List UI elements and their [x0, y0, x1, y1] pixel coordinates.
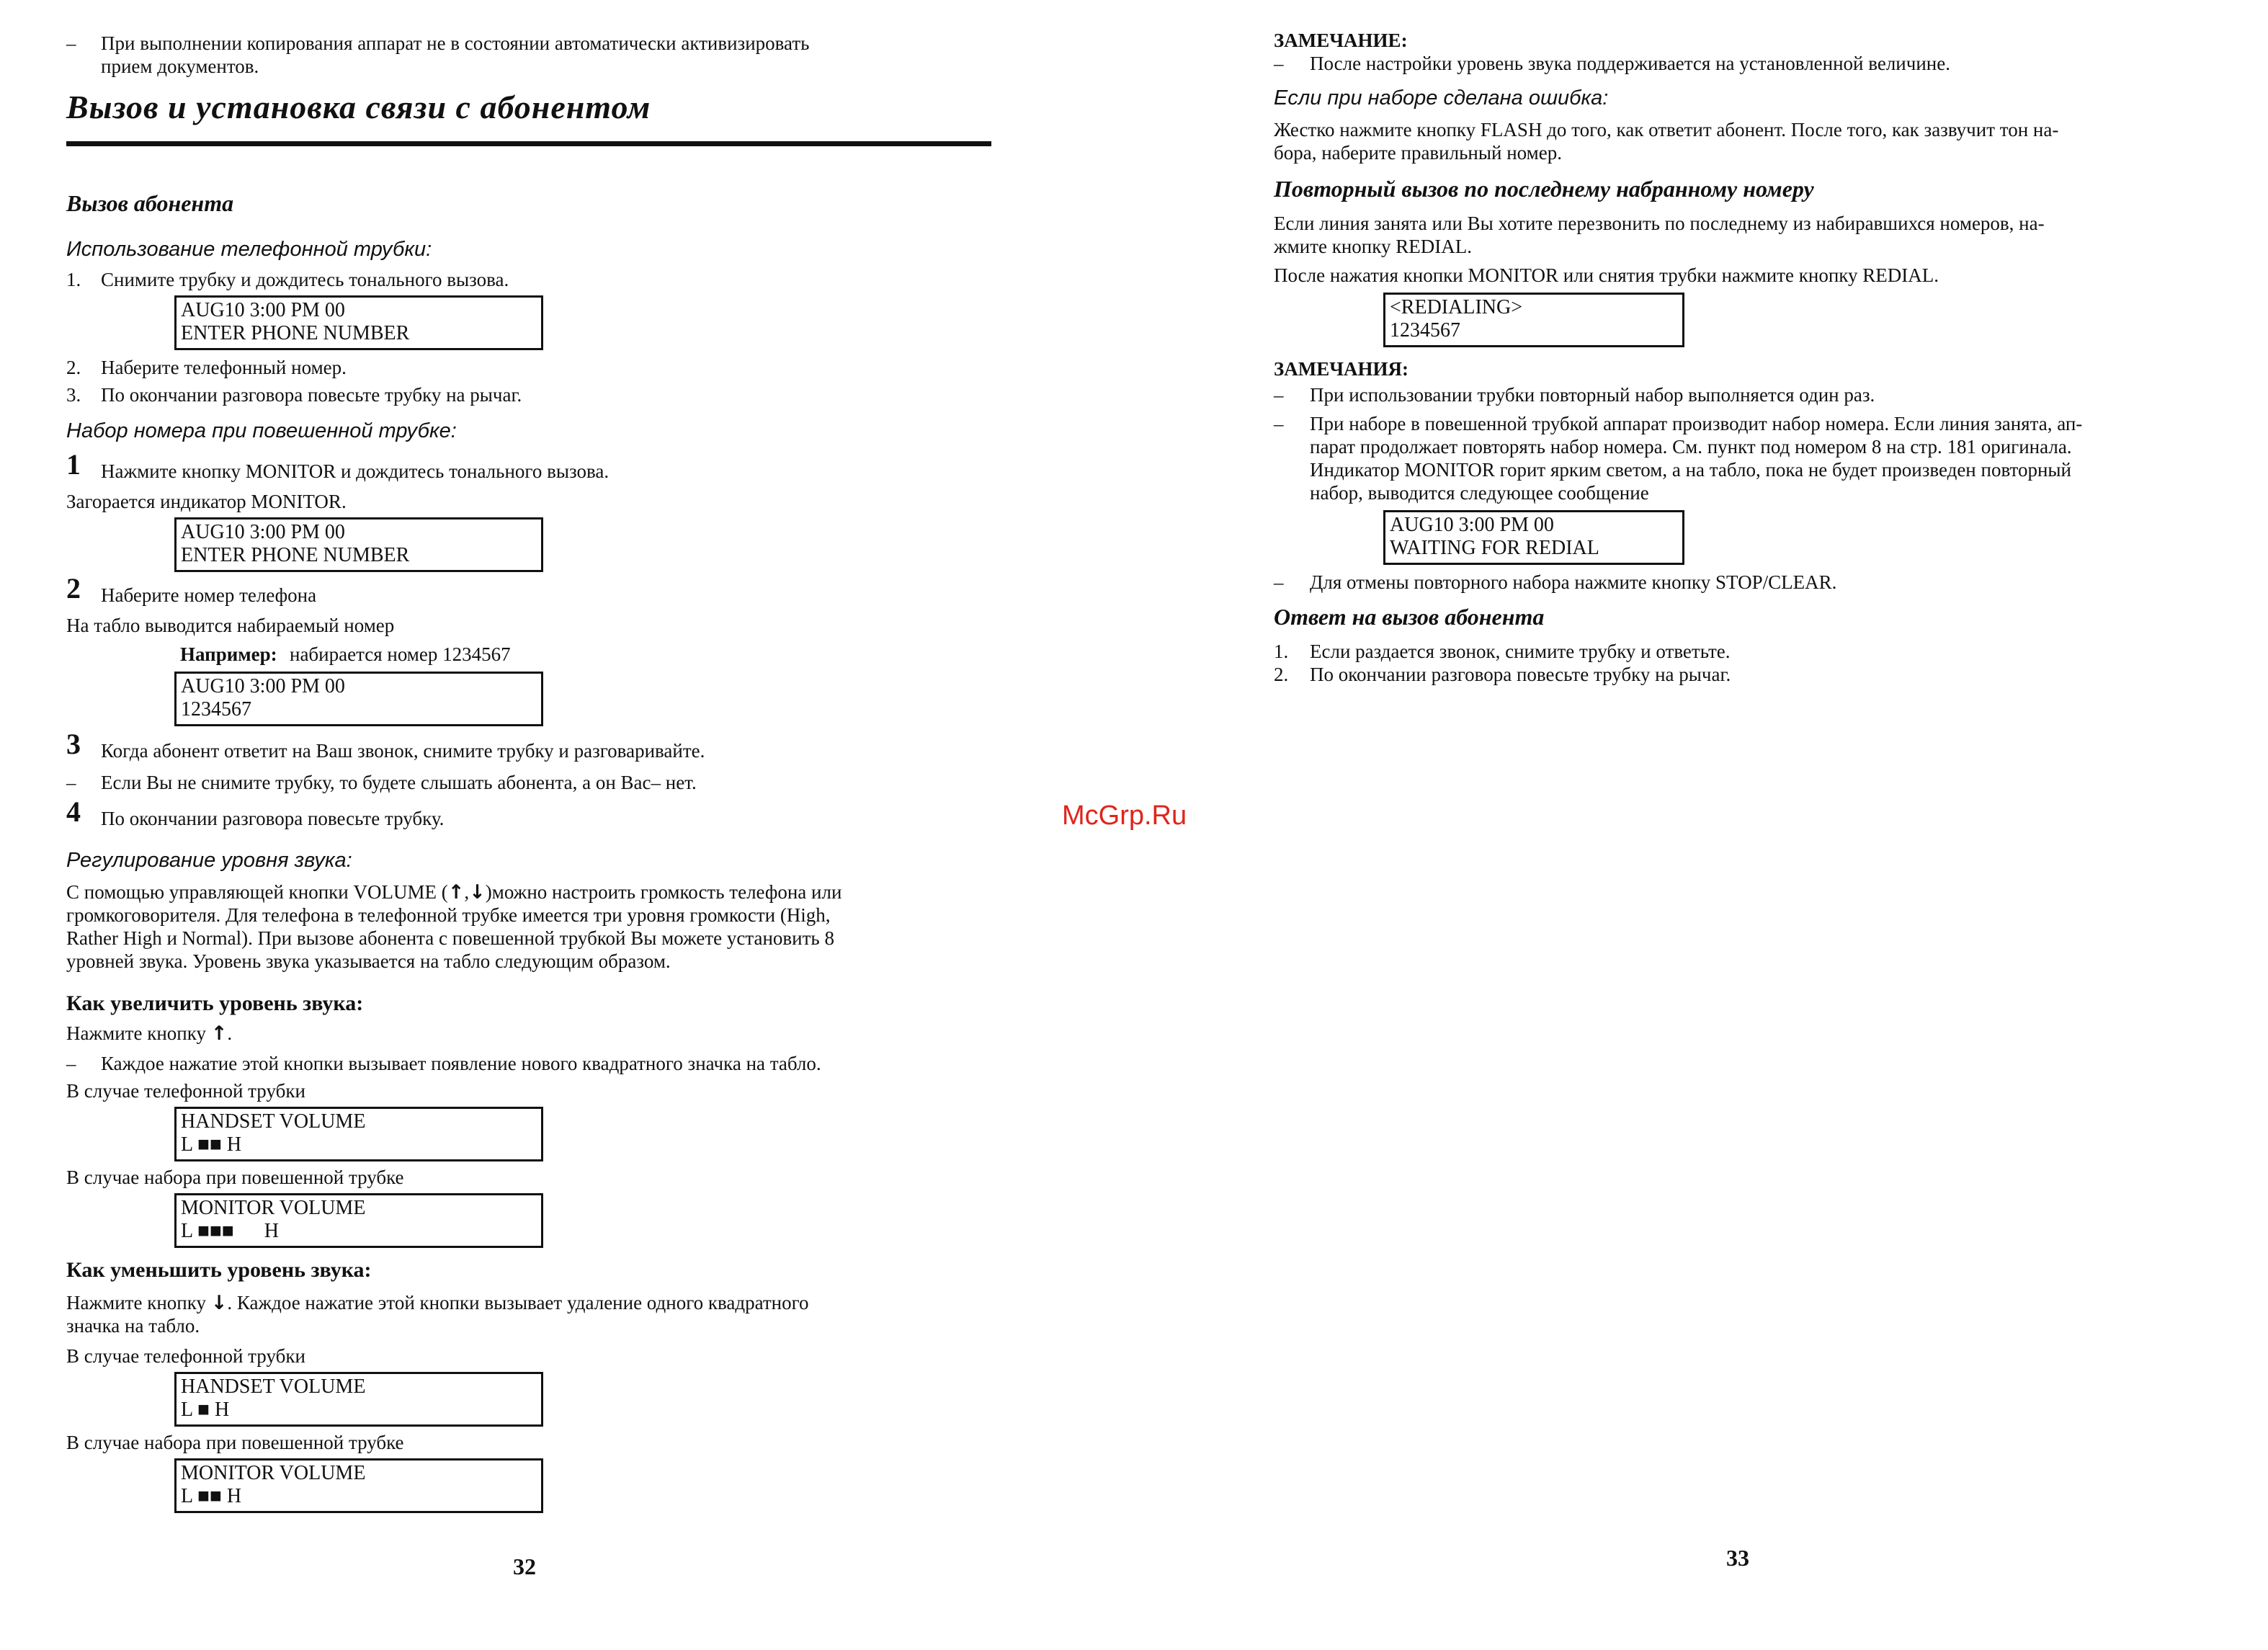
page-title: Вызов и установка связи с абонентом [66, 89, 651, 125]
decrease-par-line2: значка на табло. [66, 1315, 200, 1337]
lcd-display-3 [174, 672, 543, 726]
answer-step-1-num: 1. [1274, 641, 1289, 662]
lcd-waiting [1383, 510, 1684, 565]
h-step-2-text: Наберите телефонный номер. [101, 357, 347, 378]
lcd-line: HANDSET VOLUME [181, 1110, 366, 1133]
increase-dash-text: Каждое нажатие этой кнопки вызывает появление нового квадратного значка на табло. [101, 1053, 821, 1074]
redial-par-line1: Если линия занята или Вы хотите перезвонить по последнему из набиравшихся номеров, на- [1274, 213, 2045, 234]
lcd-line: L ■■ H [181, 1133, 242, 1156]
redial-heading: Повторный вызов по последнему набранному номеру [1274, 176, 1814, 202]
step-2-number: 2 [66, 572, 81, 605]
step-3-text: Когда абонент ответит на Ваш звонок, снимите трубку и разговаривайте. [101, 740, 705, 762]
sub-handset-heading: Использование телефонной трубки: [66, 238, 432, 261]
increase-dash: – [66, 1053, 76, 1074]
volume-par-line3: Rather High и Normal). При вызове абонента с повешенной трубкой Вы можете установить 8 [66, 927, 834, 949]
page-number-left: 32 [513, 1553, 536, 1579]
section-call-heading: Вызов абонента [66, 190, 234, 216]
notes-heading: ЗАМЕЧАНИЯ: [1274, 358, 1409, 380]
answer-step-2-text: По окончании разговора повесьте трубку на рычаг. [1310, 664, 1731, 685]
step-3-dash-text: Если Вы не снимите трубку, то будете слышать абонента, а он Вас– нет. [101, 772, 697, 793]
redial-par-line3: После нажатия кнопки MONITOR или снятия трубки нажмите кнопку REDIAL. [1274, 264, 1939, 286]
lcd-line: ENTER PHONE NUMBER [181, 322, 410, 344]
arrow-down-icon: ↓ [210, 1292, 228, 1314]
title-rule [66, 141, 991, 146]
notes-2-line3: Индикатор MONITOR горит ярким светом, а на табло, пока не будет произведен повторный [1310, 459, 2072, 481]
lcd-line: MONITOR VOLUME [181, 1462, 366, 1484]
arrow-up-icon: ↑ [210, 1022, 228, 1045]
example-label: Например: [180, 643, 277, 665]
case-handset-2: В случае телефонной трубки [66, 1345, 305, 1367]
notes-2-dash: – [1274, 413, 1284, 434]
lcd-line: ENTER PHONE NUMBER [181, 544, 410, 566]
lcd-line: L ■■■ H [181, 1220, 280, 1242]
watermark: McGrp.Ru [1062, 801, 1187, 831]
volume-par-line1: С помощью управляющей кнопки VOLUME (↑,↓)можно настроить громкость телефона или [66, 881, 842, 904]
note-dash: – [1274, 53, 1284, 74]
notes-2-line4: набор, выводится следующее сообщение [1310, 482, 1649, 504]
h-step-3-text: По окончании разговора повесьте трубку на рычаг. [101, 384, 522, 406]
redial-par-line2: жмите кнопку REDIAL. [1274, 236, 1472, 257]
notes-2-line1: При наборе в повешенной трубкой аппарат производит набор номера. Если линия занята, ап- [1310, 413, 2083, 434]
increase-heading: Как увеличить уровень звука: [66, 991, 364, 1015]
note-heading: ЗАМЕЧАНИЕ: [1274, 30, 1408, 51]
case-monitor-2: В случае набора при повешенной трубке [66, 1432, 404, 1453]
cancel-text: Для отмены повторного набора нажмите кнопку STOP/CLEAR. [1310, 571, 1837, 593]
h-step-1-text: Снимите трубку и дождитесь тонального вызова. [101, 269, 509, 290]
decrease-par-line1: Нажмите кнопку ↓. Каждое нажатие этой кнопки вызывает удаление одного квадратного [66, 1292, 809, 1314]
lcd-redialing [1383, 293, 1684, 347]
lcd-line: HANDSET VOLUME [181, 1375, 366, 1398]
step-1-text: Нажмите кнопку MONITOR и дождитесь тонального вызова. [101, 460, 610, 482]
cancel-dash: – [1274, 571, 1284, 593]
step-1-after: Загорается индикатор MONITOR. [66, 491, 347, 512]
answer-step-1-text: Если раздается звонок, снимите трубку и ответьте. [1310, 641, 1731, 662]
lcd-display-1 [174, 295, 543, 350]
arrow-down-icon: ↓ [469, 881, 486, 904]
page-number-right: 33 [1726, 1545, 1749, 1571]
step-1-number: 1 [66, 448, 81, 481]
h-step-2-num: 2. [66, 357, 81, 378]
lcd-line: L ■ H [181, 1399, 230, 1421]
lcd-line: MONITOR VOLUME [181, 1197, 366, 1219]
answer-step-2-num: 2. [1274, 664, 1289, 685]
answer-heading: Ответ на вызов абонента [1274, 604, 1545, 630]
mistake-par-line2: бора, наберите правильный номер. [1274, 142, 1562, 164]
arrow-up-icon: ↑ [447, 881, 465, 904]
intro-note-dash: – [66, 32, 76, 54]
step-3-dash: – [66, 772, 76, 793]
lcd-line: <REDIALING> [1390, 296, 1522, 318]
lcd-line: AUG10 3:00 PM 00 [181, 299, 345, 321]
notes-1-text: При использовании трубки повторный набор выполняется один раз. [1310, 384, 1875, 406]
lcd-display-6 [174, 1372, 543, 1427]
notes-1-dash: – [1274, 384, 1284, 406]
intro-note-line2: прием документов. [101, 55, 259, 77]
lcd-line: WAITING FOR REDIAL [1390, 537, 1599, 559]
mistake-heading: Если при наборе сделана ошибка: [1274, 86, 1609, 110]
lcd-line: 1234567 [1390, 319, 1460, 342]
case-monitor-1: В случае набора при повешенной трубке [66, 1167, 404, 1188]
notes-2-line2: парат продолжает повторять набор номера. См. пункт под номером 8 на стр. 181 оригинала. [1310, 436, 2072, 458]
h-step-1-num: 1. [66, 269, 81, 290]
volume-par-line2: громкоговорителя. Для телефона в телефонной трубке имеется три уровня громкости (High, [66, 904, 831, 926]
lcd-line: L ■■ H [181, 1485, 242, 1507]
h-step-3-num: 3. [66, 384, 81, 406]
volume-par-line4: уровней звука. Уровень звука указывается на табло следующим образом. [66, 950, 671, 972]
step-4-number: 4 [66, 795, 81, 828]
example-text: набирается номер 1234567 [290, 643, 511, 665]
lcd-line: AUG10 3:00 PM 00 [1390, 514, 1554, 536]
intro-note-line1: При выполнении копирования аппарат не в состоянии автоматически активизировать [101, 32, 810, 54]
note-text: После настройки уровень звука поддерживается на установленной величине. [1310, 53, 1950, 74]
increase-press: Нажмите кнопку ↑. [66, 1022, 233, 1045]
decrease-heading: Как уменьшить уровень звука: [66, 1258, 372, 1282]
case-handset-1: В случае телефонной трубки [66, 1080, 305, 1102]
lcd-line: AUG10 3:00 PM 00 [181, 521, 345, 543]
lcd-line: 1234567 [181, 698, 251, 721]
sub-onhook-heading: Набор номера при повешенной трубке: [66, 419, 457, 442]
lcd-display-7 [174, 1458, 543, 1513]
lcd-display-4 [174, 1107, 543, 1161]
step-2-text: Наберите номер телефона [101, 584, 317, 606]
sub-volume-heading: Регулирование уровня звука: [66, 849, 352, 872]
step-2-after: На табло выводится набираемый номер [66, 615, 395, 636]
mistake-par-line1: Жестко нажмите кнопку FLASH до того, как ответит абонент. После того, как зазвучит тон на- [1274, 119, 2059, 141]
step-3-number: 3 [66, 728, 81, 760]
lcd-display-5 [174, 1193, 543, 1248]
lcd-display-2 [174, 517, 543, 572]
step-4-text: По окончании разговора повесьте трубку. [101, 808, 445, 829]
lcd-line: AUG10 3:00 PM 00 [181, 675, 345, 697]
